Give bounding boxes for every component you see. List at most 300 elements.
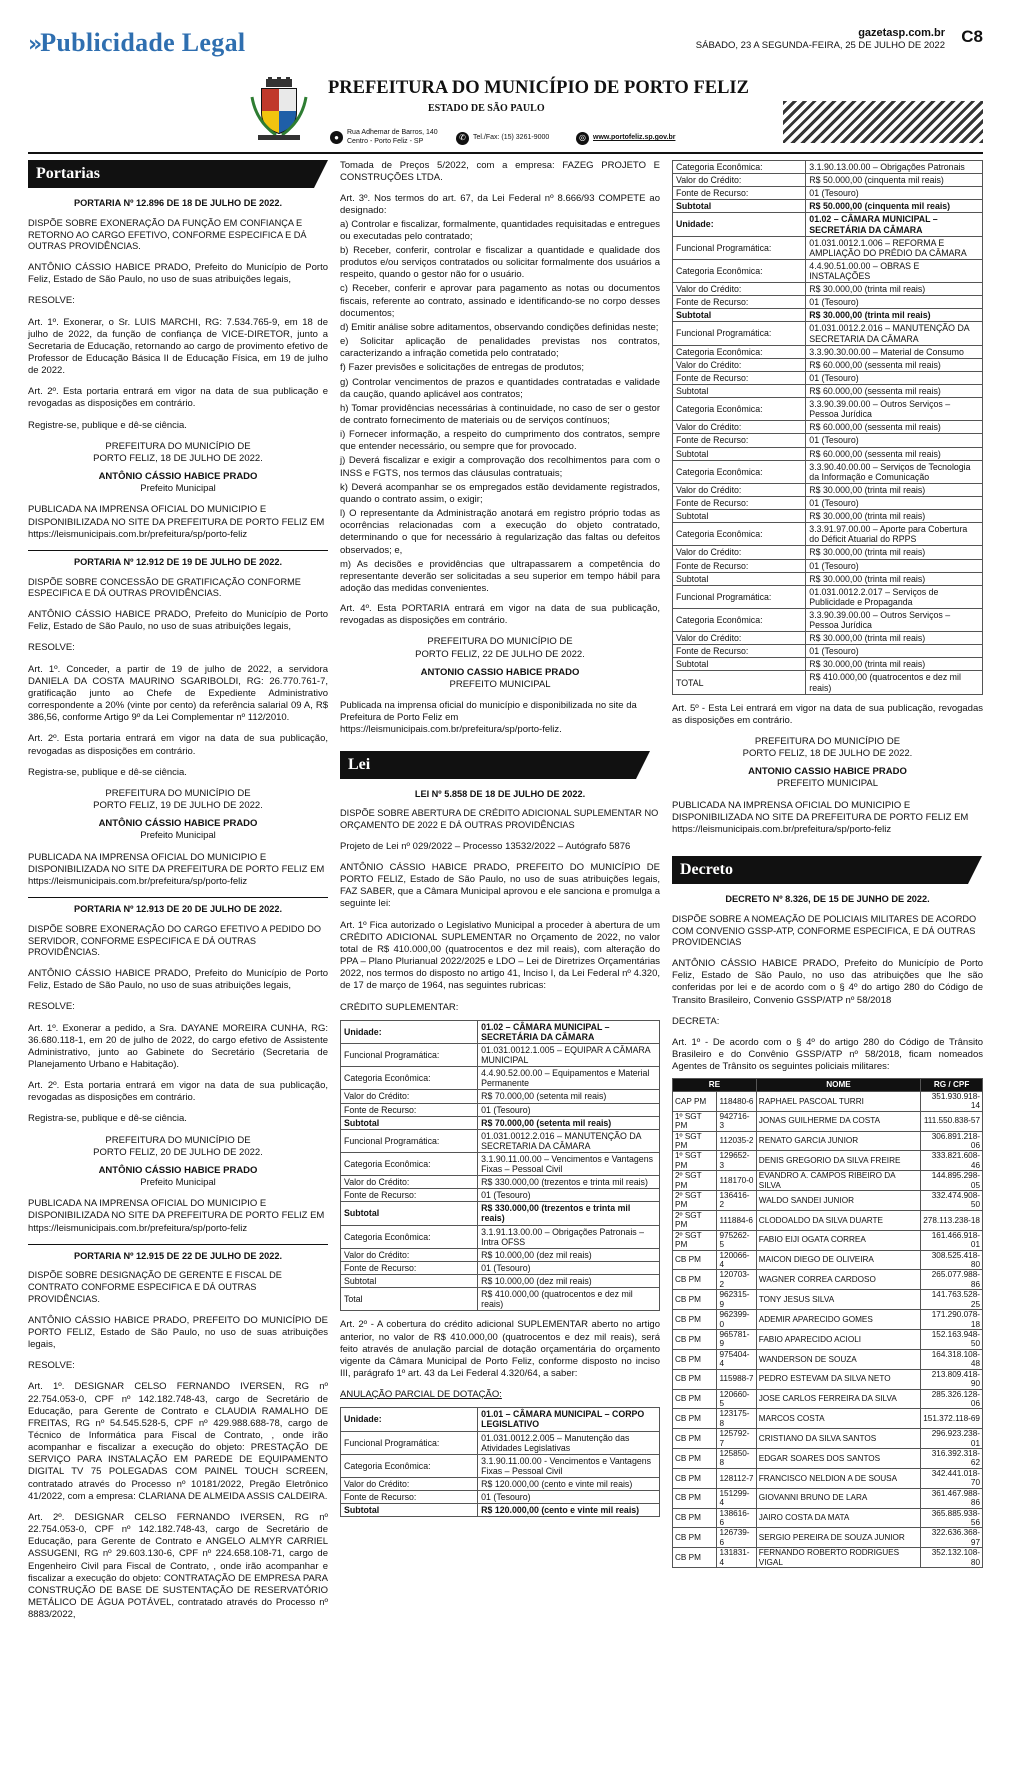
anulacao-table xyxy=(340,1407,660,1517)
portaria-resolve: RESOLVE: xyxy=(28,1360,75,1372)
row-label: Subtotal xyxy=(673,384,806,397)
row-value: 01.02 – CÂMARA MUNICIPAL – SECRETÁRIA DA CÂMARA xyxy=(478,1020,660,1043)
cell-rank: CB PM xyxy=(673,1270,717,1290)
row-value: R$ 120.000,00 (cento e vinte mil reais) xyxy=(478,1477,660,1490)
cell-re: 125850-8 xyxy=(717,1449,756,1469)
table-row xyxy=(673,1369,983,1389)
row-label: Fonte de Recurso: xyxy=(341,1103,478,1116)
row-value: R$ 120.000,00 (cento e vinte mil reais) xyxy=(478,1504,660,1517)
sig-name: ANTÔNIO CÁSSIO HABICE PRADO xyxy=(98,818,258,830)
cell-rg-cpf: 333.821.608-46 xyxy=(921,1151,983,1171)
cell-rank: CB PM xyxy=(673,1349,717,1369)
table-row xyxy=(673,1429,983,1449)
address xyxy=(330,129,438,147)
table-row xyxy=(341,1189,660,1202)
list-item: d) Emitir análise sobre aditamentos, observando condições definidas neste; xyxy=(340,321,659,333)
website[interactable] xyxy=(576,132,675,145)
sig-place: PREFEITURA DO MUNICÍPIO DE xyxy=(105,787,251,799)
cell-rank: 1º SGT PM xyxy=(673,1111,717,1131)
row-value: 01 (Tesouro) xyxy=(478,1261,660,1274)
sig-role: PREFEITO MUNICIPAL xyxy=(777,778,878,790)
cell-rank: CAP PM xyxy=(673,1091,717,1111)
list-item: f) Fazer previsões e solicitações de entregas de produtos; xyxy=(340,362,584,374)
cell-rank: 1º SGT PM xyxy=(673,1151,717,1171)
list-item: l) O representante da Administração anotará em registro próprio todas as ocorrências relacionadas com a execução do objeto contratado, determinando o que for necessário à regularização das faltas ou defeitos observados; e, xyxy=(340,508,660,556)
table-row xyxy=(341,1129,660,1152)
row-value: 01.031.0012.1.006 – REFORMA E AMPLIAÇÃO DO PRÉDIO DA CÂMARA xyxy=(806,236,983,259)
row-value: R$ 30.000,00 (trinta mil reais) xyxy=(806,283,983,296)
table-row xyxy=(673,322,983,345)
row-value: 3.1.90.11.00.00 - Vencimentos e Vantagens Fixas – Pessoal Civil xyxy=(478,1454,660,1477)
row-label: Categoria Econômica: xyxy=(341,1067,478,1090)
globe-icon: ◎ xyxy=(576,132,589,145)
cell-name: WANDERSON DE SOUZA xyxy=(756,1349,920,1369)
cell-rg-cpf: 164.318.108-48 xyxy=(921,1349,983,1369)
state-name: ESTADO DE SÃO PAULO xyxy=(428,103,545,114)
table-row xyxy=(673,1349,983,1369)
cell-re: 942716-3 xyxy=(717,1111,756,1131)
sig-role: PREFEITO MUNICIPAL xyxy=(449,678,551,690)
table-row xyxy=(673,384,983,397)
cell-rg-cpf: 365.885.938-56 xyxy=(921,1508,983,1528)
table-row xyxy=(673,632,983,645)
table-row xyxy=(673,1191,983,1211)
page-number: C8 xyxy=(961,27,983,46)
cell-name: JAIRO COSTA DA MATA xyxy=(756,1508,920,1528)
cell-rank: CB PM xyxy=(673,1369,717,1389)
row-value: R$ 70.000,00 (setenta mil reais) xyxy=(478,1090,660,1103)
sig-date: PORTO FELIZ, 20 DE JULHO DE 2022. xyxy=(93,1146,263,1158)
list-item: m) As decisões e providências que ultrapassarem a competência do representante deverão ser solicitadas a seu superior em tempo hábil para adoção das medidas convenientes. xyxy=(340,558,660,594)
row-value: 01.031.0012.2.016 – MANUTENÇÃO DA SECRETARIA DA CÂMARA xyxy=(806,322,983,345)
cell-rg-cpf: 285.326.128-06 xyxy=(921,1389,983,1409)
sig-name: ANTÔNIO CÁSSIO HABICE PRADO xyxy=(98,471,258,483)
cell-re: 123175-8 xyxy=(717,1409,756,1429)
cell-re: 965781-9 xyxy=(717,1329,756,1349)
row-value: R$ 410.000,00 (quatrocentos e dez mil reais) xyxy=(806,671,983,694)
list-item: g) Controlar vencimentos de prazos e quantidades contratadas e validade da caução, quando aplicável aos contratos; xyxy=(340,376,660,400)
cell-rg-cpf: 141.763.528-25 xyxy=(921,1290,983,1310)
row-value: R$ 30.000,00 (trinta mil reais) xyxy=(806,632,983,645)
portaria-ementa: DISPÕE SOBRE CONCESSÃO DE GRATIFICAÇÃO CONFORME ESPECIFICA E DÁ OUTRAS PROVIDÊNCIAS. xyxy=(28,576,301,599)
cell-re: 129652-3 xyxy=(717,1151,756,1171)
row-label: Fonte de Recurso: xyxy=(673,434,806,447)
address-line-2: Centro - Porto Feliz - SP xyxy=(347,137,424,145)
phone-number: Tel./Fax: (15) 3261-9000 xyxy=(473,134,550,142)
table-row xyxy=(673,358,983,371)
row-label: Valor do Crédito: xyxy=(673,632,806,645)
portaria-art2: Art. 2º. Esta portaria entrará em vigor na data de sua publicação, revogadas as disposições em contrário. xyxy=(28,1080,328,1104)
row-value: R$ 70.000,00 (setenta mil reais) xyxy=(478,1116,660,1129)
cell-rank: 2º SGT PM xyxy=(673,1210,717,1230)
cell-name: FERNANDO ROBERTO RODRIGUES VIGAL xyxy=(756,1548,920,1568)
table-row xyxy=(341,1288,660,1311)
section-header-decreto: Decreto xyxy=(672,856,968,884)
column-lei-decreto xyxy=(672,160,983,1568)
table-row xyxy=(673,608,983,631)
row-value: 3.3.90.39.00.00 – Outros Serviços – Pessoa Jurídica xyxy=(806,398,983,421)
cell-rank: 1º SGT PM xyxy=(673,1131,717,1151)
cell-re: 115988-7 xyxy=(717,1369,756,1389)
row-value: 01 (Tesouro) xyxy=(806,296,983,309)
sig-date: PORTO FELIZ, 22 DE JULHO DE 2022. xyxy=(415,648,585,660)
cell-rg-cpf: 306.891.218-06 xyxy=(921,1131,983,1151)
cell-rg-cpf: 342.441.018-70 xyxy=(921,1468,983,1488)
table-row xyxy=(673,645,983,658)
row-label: Categoria Econômica: xyxy=(673,161,806,174)
table-row xyxy=(673,1488,983,1508)
portaria-intro: ANTÔNIO CÁSSIO HABICE PRADO, Prefeito do Município de Porto Feliz, Estado de São Paulo, no uso de suas atribuições legais, xyxy=(28,968,328,992)
sig-role: Prefeito Municipal xyxy=(140,1177,216,1189)
row-label: Subtotal xyxy=(341,1116,478,1129)
lei-ementa: DISPÕE SOBRE ABERTURA DE CRÉDITO ADICIONAL SUPLEMENTAR NO ORÇAMENTO DE 2022 E DÁ OUTRAS PROVIDÊNCIAS xyxy=(340,808,659,831)
cell-rg-cpf: 151.372.118-69 xyxy=(921,1409,983,1429)
cell-re: 151299-4 xyxy=(717,1488,756,1508)
row-value: R$ 60.000,00 (sessenta mil reais) xyxy=(806,447,983,460)
cell-rank: 2º SGT PM xyxy=(673,1230,717,1250)
portaria-art4: Art. 4º. Esta PORTARIA entrará em vigor na data de sua publicação, revogadas as disposições em contrário. xyxy=(340,603,660,627)
contact-bar xyxy=(330,129,760,147)
cell-name: GIOVANNI BRUNO DE LARA xyxy=(756,1488,920,1508)
table-row xyxy=(673,236,983,259)
table-row xyxy=(673,460,983,483)
credito-label: CRÉDITO SUPLEMENTAR: xyxy=(340,1001,459,1013)
cell-name: FRANCISCO NELDION A DE SOUSA xyxy=(756,1468,920,1488)
lei-intro: ANTÔNIO CÁSSIO HABICE PRADO, PREFEITO DO MUNICÍPIO DE PORTO FELIZ, Estado de São Paulo, no uso de suas atribuições legais, FAZ SABER, que a Câmara Municipal aprovou e ele sanciona e promulga a seguinte lei: xyxy=(340,862,660,910)
table-row xyxy=(673,1230,983,1250)
row-value: R$ 50.000,00 (cinquenta mil reais) xyxy=(806,200,983,213)
table-row xyxy=(341,1020,660,1043)
row-label: Valor do Crédito: xyxy=(341,1248,478,1261)
portaria-resolve: RESOLVE: xyxy=(28,295,75,307)
cell-rank: CB PM xyxy=(673,1528,717,1548)
cell-name: FABIO EIJI OGATA CORREA xyxy=(756,1230,920,1250)
table-row xyxy=(673,434,983,447)
table-row xyxy=(341,1477,660,1490)
row-label: Fonte de Recurso: xyxy=(673,296,806,309)
row-label: Fonte de Recurso: xyxy=(341,1189,478,1202)
cell-name: EDGAR SOARES DOS SANTOS xyxy=(756,1449,920,1469)
divider xyxy=(28,550,328,551)
table-row xyxy=(341,1491,660,1504)
list-item: a) Controlar e fiscalizar, formalmente, quantidades requisitadas e entregues ou executadas pelo contratado; xyxy=(340,218,660,242)
row-value: 01 (Tesouro) xyxy=(478,1189,660,1202)
table-row xyxy=(673,1449,983,1469)
cell-name: WAGNER CORREA CARDOSO xyxy=(756,1270,920,1290)
row-value: R$ 30.000,00 (trinta mil reais) xyxy=(806,309,983,322)
table-row xyxy=(673,1548,983,1568)
table-row xyxy=(341,1261,660,1274)
brand-label: Publicidade Legal xyxy=(40,28,246,57)
row-value: R$ 30.000,00 (trinta mil reais) xyxy=(806,546,983,559)
cell-rank: CB PM xyxy=(673,1250,717,1270)
sig-name: ANTONIO CASSIO HABICE PRADO xyxy=(420,666,580,678)
cell-rg-cpf: 152.163.948-50 xyxy=(921,1329,983,1349)
signature-block xyxy=(28,1135,328,1190)
table-row xyxy=(673,671,983,694)
table-row xyxy=(341,1103,660,1116)
cell-re: 111884-6 xyxy=(717,1210,756,1230)
cell-name: WALDO SANDEI JUNIOR xyxy=(756,1191,920,1211)
cell-rg-cpf: 352.132.108-80 xyxy=(921,1548,983,1568)
row-label: Valor do Crédito: xyxy=(673,546,806,559)
table-row xyxy=(673,1310,983,1330)
cell-rg-cpf: 161.466.918-01 xyxy=(921,1230,983,1250)
row-label: Total xyxy=(341,1288,478,1311)
row-label: Fonte de Recurso: xyxy=(673,645,806,658)
row-value: 01.02 – CÂMARA MUNICIPAL – SECRETÁRIA DA CÂMARA xyxy=(806,213,983,236)
decreto-decreta: DECRETA: xyxy=(672,1015,720,1027)
table-row xyxy=(673,546,983,559)
cell-rg-cpf: 316.392.318-62 xyxy=(921,1449,983,1469)
table-row xyxy=(673,1171,983,1191)
cell-name: ADEMIR APARECIDO GOMES xyxy=(756,1310,920,1330)
cell-re: 975404-4 xyxy=(717,1349,756,1369)
city-header xyxy=(28,73,983,151)
list-item: k) Deverá acompanhar se os empregados estão devidamente registrados, quando o contrato assim, o exigir; xyxy=(340,481,660,505)
cell-rg-cpf: 351.930.918-14 xyxy=(921,1091,983,1111)
cell-name: MAICON DIEGO DE OLIVEIRA xyxy=(756,1250,920,1270)
row-value: 3.1.91.13.00.00 – Obrigações Patronais – Intra OFSS xyxy=(478,1225,660,1248)
signature-block xyxy=(672,736,983,791)
city-coat-of-arms-icon xyxy=(250,77,308,141)
section-header-lei: Lei xyxy=(340,751,636,779)
cell-name: MARCOS COSTA xyxy=(756,1409,920,1429)
row-value: 3.3.90.30.00.00 – Material de Consumo xyxy=(806,345,983,358)
cell-rg-cpf: 144.895.298-05 xyxy=(921,1171,983,1191)
row-label: Valor do Crédito: xyxy=(673,421,806,434)
row-value: R$ 330.000,00 (trezentos e trinta mil reais) xyxy=(478,1176,660,1189)
table-row xyxy=(341,1043,660,1066)
table-row xyxy=(673,1409,983,1429)
row-value: 01 (Tesouro) xyxy=(806,559,983,572)
row-label: Funcional Programática: xyxy=(341,1043,478,1066)
row-value: 3.3.90.40.00.00 – Serviços de Tecnologia da Informação e Comunicação xyxy=(806,460,983,483)
lei-art1: Art. 1º Fica autorizado o Legislativo Municipal a proceder à abertura de um CRÉDITO ADICIONAL SUPLEMENTAR no Orçamento de 2022, no valor total de R$ 410.000,00 (quatrocentos e dez mil reais), com alteração do PPA – Plano Plurianual 2022/2025 e LDO – Lei de Diretrizes Orçamentárias 2022, nos termos do disposto no artigo 41, Inciso I, da Lei Federal nº 4.320, de 17 de março de 1964, nas seguintes rubricas: xyxy=(340,919,660,992)
table-row xyxy=(673,585,983,608)
portaria-art2: Art. 2º. Esta portaria entrará em vigor na data de sua publicação, revogadas as disposições em contrário. xyxy=(28,733,328,757)
row-value: 01.031.0012.2.017 – Serviços de Publicidade e Propaganda xyxy=(806,585,983,608)
sig-place: PREFEITURA DO MUNICÍPIO DE xyxy=(105,1134,251,1146)
edition-date: SÁBADO, 23 A SEGUNDA-FEIRA, 25 DE JULHO DE 2022 xyxy=(695,40,945,52)
table-row xyxy=(673,658,983,671)
portaria-intro: ANTÔNIO CÁSSIO HABICE PRADO, PREFEITO DO MUNICÍPIO DE PORTO FELIZ, Estado de São Paulo, no uso de suas atribuições legais, xyxy=(28,1314,328,1351)
row-label: TOTAL xyxy=(673,671,806,694)
list-item: c) Receber, conferir e aprovar para pagamento as notas ou documentos fiscais, referente ao contrato, assinado e identificando-se no corpo desses documentos; xyxy=(340,283,660,319)
table-row xyxy=(673,559,983,572)
row-label: Unidade: xyxy=(341,1408,478,1431)
table-row xyxy=(673,1528,983,1548)
col-header-rg-cpf: RG / CPF xyxy=(921,1079,983,1091)
row-value: R$ 410.000,00 (quatrocentos e dez mil reais) xyxy=(478,1288,660,1311)
row-value: 01.031.0012.2.016 – MANUTENÇÃO DA SECRETARIA DA CÂMARA xyxy=(478,1129,660,1152)
address-line-1: Rua Adhemar de Barros, 140 xyxy=(347,129,438,136)
table-row xyxy=(673,161,983,174)
section-header-portarias: Portarias xyxy=(28,160,314,188)
portaria-registre: Registre-se, publique e dê-se ciência. xyxy=(28,419,187,431)
table-row xyxy=(673,398,983,421)
row-label: Subtotal xyxy=(673,510,806,523)
divider xyxy=(28,1244,328,1245)
cell-re: 962315-9 xyxy=(717,1290,756,1310)
table-row xyxy=(673,1131,983,1151)
cell-re: 120066-4 xyxy=(717,1250,756,1270)
table-row xyxy=(673,1468,983,1488)
table-row xyxy=(673,213,983,236)
row-value: 01 (Tesouro) xyxy=(478,1103,660,1116)
site-url[interactable]: gazetasp.com.br xyxy=(858,27,945,39)
sig-role: Prefeito Municipal xyxy=(140,483,216,495)
table-row xyxy=(673,1329,983,1349)
row-value: 3.3.91.97.00.00 – Aporte para Cobertura do Déficit Atuarial do RPPS xyxy=(806,523,983,546)
cell-name: FABIO APARECIDO ACIOLI xyxy=(756,1329,920,1349)
table-row xyxy=(673,309,983,322)
cell-name: JONAS GUILHERME DA COSTA xyxy=(756,1111,920,1131)
phone-icon: ✆ xyxy=(456,132,469,145)
cell-name: SERGIO PEREIRA DE SOUZA JUNIOR xyxy=(756,1528,920,1548)
cell-re: 112035-2 xyxy=(717,1131,756,1151)
row-value: 01 (Tesouro) xyxy=(806,645,983,658)
cell-re: 138616-6 xyxy=(717,1508,756,1528)
portaria-intro: ANTÔNIO CÁSSIO HABICE PRADO, Prefeito do Município de Porto Feliz, Estado de São Paulo, no uso de suas atribuições legais, xyxy=(28,609,328,633)
portaria-continuation: Tomada de Preços 5/2022, com a empresa: FAZEG PROJETO E CONSTRUÇÕES LTDA. xyxy=(340,160,660,184)
row-value: 01 (Tesouro) xyxy=(806,496,983,509)
cell-rank: CB PM xyxy=(673,1389,717,1409)
cell-re: 120703-2 xyxy=(717,1270,756,1290)
anulacao-table-continued xyxy=(672,160,983,695)
decreto-ementa: DISPÕE SOBRE A NOMEAÇÃO DE POLICIAIS MILITARES DE ACORDO COM CONVENIO GSSP-ATP, CONFORME ESPECIFICA, E DÁ OUTRAS PROVIDENCIAS xyxy=(672,913,977,948)
portaria-ementa: DISPÕE SOBRE EXONERAÇÃO DO CARGO EFETIVO A PEDIDO DO SERVIDOR, CONFORME ESPECIFICA E DÁ OUTRAS PROVIDÊNCIAS. xyxy=(28,923,322,958)
cell-name: RAPHAEL PASCOAL TURRI xyxy=(756,1091,920,1111)
row-label: Funcional Programática: xyxy=(673,322,806,345)
cell-re: 118170-0 xyxy=(717,1171,756,1191)
signature-block xyxy=(28,788,328,843)
sig-role: Prefeito Municipal xyxy=(140,830,216,842)
anulacao-label: ANULAÇÃO PARCIAL DE DOTAÇÃO: xyxy=(340,1389,502,1401)
column-portarias xyxy=(28,160,328,1621)
row-label: Unidade: xyxy=(341,1020,478,1043)
table-row xyxy=(341,1067,660,1090)
lei-projeto: Projeto de Lei nº 029/2022 – Processo 13532/2022 – Autógrafo 5876 xyxy=(340,840,631,852)
masthead xyxy=(28,26,983,60)
row-value: 3.1.90.11.00.00 – Vencimentos e Vantagens Fixas – Pessoal Civil xyxy=(478,1152,660,1175)
row-label: Subtotal xyxy=(673,309,806,322)
row-value: 4.4.90.52.00.00 – Equipamentos e Material Permanente xyxy=(478,1067,660,1090)
table-row xyxy=(673,187,983,200)
row-label: Fonte de Recurso: xyxy=(341,1261,478,1274)
table-row xyxy=(673,1290,983,1310)
portaria-art1: Art. 1º. DESIGNAR CELSO FERNANDO IVERSEN, RG nº 22.754.053-0, CPF nº 142.182.748-43, cargo de Secretário de Educação, para Gerente de Contrato e CLAUDIA RAMALHO DE FREITAS, RG nº 54.545.528-5, CPF nº 429.988.688-78, cargo de Técnico de Informática para Fiscal de Contrato, , onde irão acompanhar e fiscalizar a execução do objeto: PRESTAÇÃO DE SERVIÇO PARA INSTALAÇÃO EM PAREDE DE EQUIPAMENTO DIGITAL TV 75 POLEGADAS COM PAINEL TOUCH SCREEN, contratado através do Processo nº 10181/2022, Pregão Eletrônico 41/2022, com a empresa: CLARIANA DE ALMEIDA ASSIS CALDEIRA. xyxy=(28,1381,328,1502)
table-row xyxy=(341,1431,660,1454)
sig-name: ANTONIO CASSIO HABICE PRADO xyxy=(748,766,907,778)
row-label: Valor do Crédito: xyxy=(341,1090,478,1103)
row-label: Funcional Programática: xyxy=(341,1129,478,1152)
edition-info xyxy=(696,26,945,52)
row-label: Valor do Crédito: xyxy=(341,1477,478,1490)
column-portaria-lei xyxy=(340,160,660,1525)
list-item: h) Tomar providências necessárias à continuidade, no caso de ser o gestor de contrato fornecimento de materiais ou de serviços contínuos; xyxy=(340,402,660,426)
list-item: e) Solicitar aplicação de penalidades previstas nos contratos, caracterizando a infração cometida pelo contratado; xyxy=(340,336,660,360)
cell-rg-cpf: 171.290.078-18 xyxy=(921,1310,983,1330)
row-label: Fonte de Recurso: xyxy=(673,187,806,200)
header-divider xyxy=(28,152,983,154)
cell-rank: 2º SGT PM xyxy=(673,1191,717,1211)
table-row xyxy=(673,483,983,496)
publication-note: PUBLICADA NA IMPRENSA OFICIAL DO MUNICIPIO E DISPONIBILIZADA NO SITE DA PREFEITURA DE PORTO FELIZ EM https://leismunicipais.com.br/prefeitura/sp/porto-feliz xyxy=(28,851,325,887)
row-label: Fonte de Recurso: xyxy=(673,496,806,509)
table-row xyxy=(673,200,983,213)
portaria-registre: Registra-se, publique e dê-se ciência. xyxy=(28,766,187,778)
table-row xyxy=(341,1225,660,1248)
row-value: R$ 50.000,00 (cinquenta mil reais) xyxy=(806,174,983,187)
row-label: Subtotal xyxy=(673,200,806,213)
row-label: Valor do Crédito: xyxy=(673,283,806,296)
portaria-art2: Art. 2º. Esta portaria entrará em vigor na data de sua publicação e revogadas as disposições em contrário. xyxy=(28,386,328,410)
cell-rank: CB PM xyxy=(673,1329,717,1349)
row-value: R$ 60.000,00 (sessenta mil reais) xyxy=(806,384,983,397)
cell-re: 120660-5 xyxy=(717,1389,756,1409)
website-url[interactable]: www.portofeliz.sp.gov.br xyxy=(593,134,676,142)
row-label: Categoria Econômica: xyxy=(673,398,806,421)
cell-rank: CB PM xyxy=(673,1449,717,1469)
cell-rg-cpf: 332.474.908-50 xyxy=(921,1191,983,1211)
table-row xyxy=(673,1151,983,1171)
divider xyxy=(28,897,328,898)
row-value: 01.031.0012.1.005 – EQUIPAR A CÂMARA MUNICIPAL xyxy=(478,1043,660,1066)
row-value: 4.4.90.51.00.00 – OBRAS E INSTALAÇÕES xyxy=(806,259,983,282)
sig-date: PORTO FELIZ, 19 DE JULHO DE 2022. xyxy=(93,800,263,812)
row-label: Funcional Programática: xyxy=(673,236,806,259)
row-label: Categoria Econômica: xyxy=(341,1152,478,1175)
publication-note: PUBLICADA NA IMPRENSA OFICIAL DO MUNICIPIO E DISPONIBILIZADA NO SITE DA PREFEITURA DE PORTO FELIZ EM https://leismunicipais.com.br/prefeitura/sp/porto-feliz xyxy=(28,504,325,540)
row-value: R$ 30.000,00 (trinta mil reais) xyxy=(806,483,983,496)
brand-title xyxy=(28,26,245,59)
decreto-title: DECRETO Nº 8.326, DE 15 DE JUNHO DE 2022. xyxy=(725,894,930,905)
chevron-right-icon: » xyxy=(28,32,37,57)
row-label: Subtotal xyxy=(673,447,806,460)
portaria-resolve: RESOLVE: xyxy=(28,1001,75,1013)
sig-date: PORTO FELIZ, 18 DE JULHO DE 2022. xyxy=(93,452,263,464)
row-label: Categoria Econômica: xyxy=(673,460,806,483)
lei-art2: Art. 2º - A cobertura do crédito adicional SUPLEMENTAR aberto no artigo anterior, no valor de R$ 410.000,00 (quatrocentos e dez mil reais), será feito através de anulação parcial de dotação orçamentária do orçamento vigente da Câmara Municipal de Porto Feliz, conforme disposto no inciso III, parágrafo 1º art. 43 da Lei Federal 4.320/64, a saber: xyxy=(340,1319,660,1379)
list-item: b) Receber, conferir, controlar e fiscalizar a quantidade e qualidade dos produtos e/ou serviços contratados ou solicitar formalmente dos usuários a respeito, quando o gestor não for o usuário. xyxy=(340,244,660,281)
table-row xyxy=(673,1091,983,1111)
portaria-art2: Art. 2º. DESIGNAR CELSO FERNANDO IVERSEN, RG nº 22.754.053-0, CPF nº 142.182.748-43, cargo de Secretário de Educação, para Gerente de Contrato e ANGELO ALMYR CARRIEL ASSUGENI, RG nº 29.603.130-6, CPF nº 224.658.108-71, cargo de Engenheiro Civil para Fiscal de Contrato, , onde irão acompanhar e fiscalizar a execução do objeto: CONTRATAÇÃO DE EMPRESA PARA CONSTRUÇÃO DE BASE DE SUSTENTAÇÃO DE RESERVATÓRIO METÁLICO DE ÁGUA POTÁVEL, contratado através do Processo nº 8883/2022, xyxy=(28,1511,328,1621)
table-row xyxy=(673,345,983,358)
lei-title: LEI Nº 5.858 DE 18 DE JULHO DE 2022. xyxy=(414,788,586,799)
row-label: Funcional Programática: xyxy=(673,585,806,608)
cell-rg-cpf: 322.636.368-97 xyxy=(921,1528,983,1548)
row-value: 01 (Tesouro) xyxy=(806,187,983,200)
cell-re: 131831-4 xyxy=(717,1548,756,1568)
table-row xyxy=(673,1111,983,1131)
col-header-re: RE xyxy=(673,1079,757,1091)
cell-name: RENATO GARCIA JUNIOR xyxy=(756,1131,920,1151)
portaria-art3: Art. 3º. Nos termos do art. 67, da Lei Federal nº 8.666/93 COMPETE ao designado: xyxy=(340,193,660,217)
row-value: R$ 10.000,00 (dez mil reais) xyxy=(478,1275,660,1288)
phone xyxy=(456,132,549,145)
table-row xyxy=(341,1454,660,1477)
table-row xyxy=(341,1176,660,1189)
sig-name: ANTÔNIO CÁSSIO HABICE PRADO xyxy=(98,1164,258,1176)
decreto-art1: Art. 1º - De acordo com o § 4º do artigo 280 do Código de Trânsito Brasileiro e do Convênio GSSP/ATP nº 58/2018, ficam nomeados Agentes de Trânsito os seguintes policiais militares: xyxy=(672,1036,983,1073)
table-row xyxy=(341,1408,660,1431)
cell-rg-cpf: 111.550.838-57 xyxy=(921,1111,983,1131)
row-label: Categoria Econômica: xyxy=(341,1454,478,1477)
cell-re: 118480-6 xyxy=(717,1091,756,1111)
row-value: 3.3.90.39.00.00 – Outros Serviços – Pessoa Jurídica xyxy=(806,608,983,631)
row-label: Subtotal xyxy=(673,658,806,671)
